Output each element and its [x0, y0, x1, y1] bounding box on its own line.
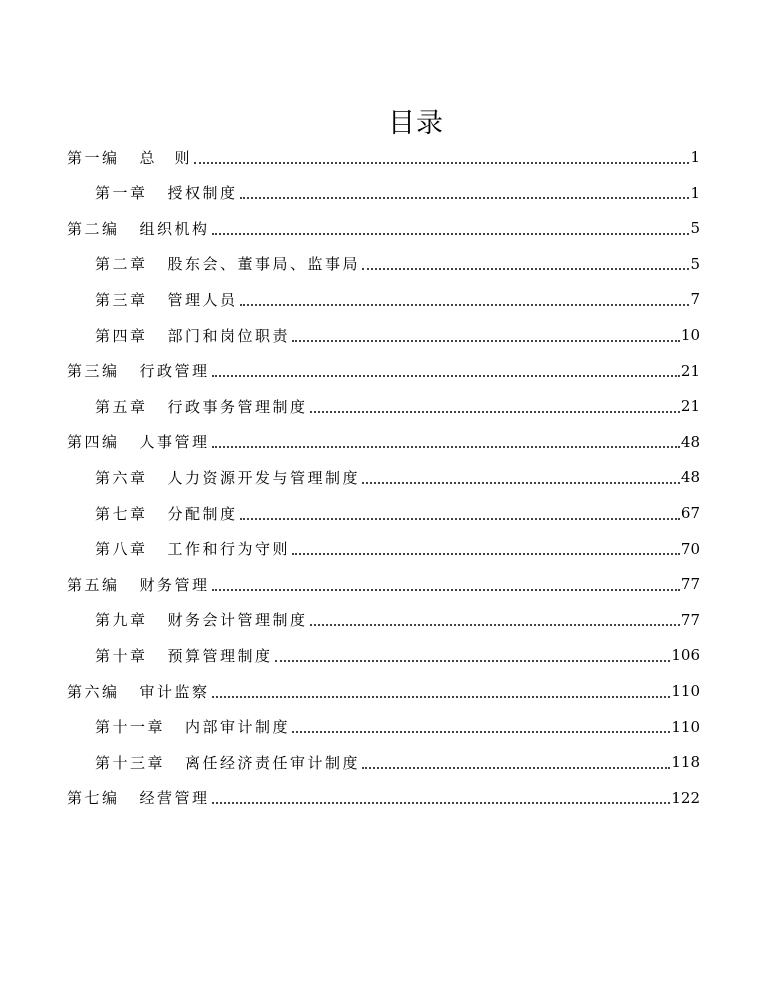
toc-chapter-entry[interactable]	[95, 638, 700, 672]
toc-entry-number: 第一编	[67, 148, 120, 167]
dot-leader	[240, 196, 690, 199]
toc-entry-title: 行政事务管理制度	[167, 397, 308, 416]
toc-chapter-entry[interactable]	[95, 389, 700, 423]
dot-leader	[310, 623, 680, 626]
toc-entry-title: 管理人员	[167, 290, 238, 309]
toc-part-entry[interactable]	[67, 674, 700, 708]
dot-leader	[240, 303, 690, 306]
dot-leader	[212, 445, 680, 448]
toc-entry-label	[95, 253, 360, 274]
toc-part-entry[interactable]	[67, 140, 700, 174]
toc-entry-page-number: 21	[680, 361, 700, 380]
toc-entry-page-number: 110	[671, 717, 700, 736]
dot-leader	[212, 588, 680, 591]
toc-entry-label	[95, 325, 290, 346]
toc-chapter-entry[interactable]	[95, 710, 700, 744]
toc-entry-page-number: 1	[690, 148, 700, 166]
dot-leader	[275, 659, 671, 662]
toc-part-entry[interactable]	[67, 425, 700, 459]
toc-entry-number: 第七编	[67, 789, 120, 808]
toc-entry-label	[95, 503, 238, 524]
toc-title: 目录	[388, 108, 444, 139]
toc-chapter-entry[interactable]	[95, 460, 700, 494]
toc-entry-number: 第二编	[67, 219, 120, 238]
toc-entry-page-number: 48	[680, 432, 700, 451]
toc-entry-page-number: 10	[680, 326, 700, 344]
toc-part-entry[interactable]	[67, 354, 700, 388]
toc-entry-title: 离任经济责任审计制度	[185, 753, 361, 772]
toc-entry-title: 内部审计制度	[185, 718, 291, 737]
toc-entry-label	[95, 716, 290, 737]
toc-entry-page-number: 5	[690, 254, 700, 273]
toc-entry-label	[67, 787, 210, 808]
toc-entry-page-number: 106	[671, 646, 700, 665]
toc-entry-number: 第十章	[95, 646, 148, 665]
toc-part-entry[interactable]	[67, 567, 700, 601]
toc-chapter-entry[interactable]	[95, 496, 700, 530]
dot-leader	[212, 374, 680, 377]
toc-entry-label	[67, 147, 192, 168]
toc-entry-page-number: 5	[690, 219, 700, 238]
dot-leader	[212, 695, 671, 698]
toc-entry-page-number: 21	[680, 397, 700, 416]
toc-entry-number: 第四章	[95, 326, 148, 345]
toc-entry-title: 财务管理	[139, 575, 210, 594]
toc-chapter-entry[interactable]	[95, 532, 700, 566]
toc-entry-page-number: 77	[680, 575, 700, 594]
toc-entry-title: 组织机构	[139, 219, 210, 238]
dot-leader	[194, 161, 689, 164]
toc-entry-label	[95, 396, 308, 417]
toc-entry-label	[67, 574, 210, 595]
toc-part-entry[interactable]	[67, 781, 700, 815]
dot-leader	[212, 232, 690, 235]
toc-entry-number: 第二章	[95, 255, 148, 274]
toc-entry-page-number: 7	[690, 290, 700, 309]
toc-entry-title: 审计监察	[139, 682, 210, 701]
toc-entry-label	[95, 609, 308, 630]
toc-entry-number: 第十三章	[95, 753, 166, 772]
toc-chapter-entry[interactable]	[95, 176, 700, 210]
toc-entry-label	[95, 752, 360, 773]
toc-entry-page-number: 1	[690, 183, 700, 202]
toc-entry-number: 第九章	[95, 611, 148, 630]
toc-part-entry[interactable]	[67, 211, 700, 245]
toc-entry-title: 人事管理	[139, 433, 210, 452]
dot-leader	[292, 730, 670, 733]
dot-leader	[292, 552, 680, 555]
toc-entry-page-number: 77	[680, 610, 700, 629]
toc-entry-number: 第五章	[95, 397, 148, 416]
toc-entry-title: 部门和岗位职责	[167, 326, 291, 345]
toc-entry-label	[95, 467, 360, 488]
toc-entry-number: 第十一章	[95, 718, 166, 737]
toc-entry-number: 第六章	[95, 468, 148, 487]
dot-leader	[240, 517, 680, 520]
dot-leader	[362, 766, 670, 769]
toc-entry-label	[95, 645, 273, 666]
dot-leader	[212, 801, 671, 804]
toc-entry-title: 人力资源开发与管理制度	[167, 468, 361, 487]
toc-entry-title: 财务会计管理制度	[167, 611, 308, 630]
toc-entry-number: 第八章	[95, 540, 148, 559]
toc-entry-label	[67, 218, 210, 239]
dot-leader	[292, 339, 680, 342]
toc-entry-title: 行政管理	[139, 362, 210, 381]
toc-chapter-entry[interactable]	[95, 745, 700, 779]
toc-entry-number: 第一章	[95, 184, 148, 203]
toc-entry-label	[95, 289, 238, 310]
dot-leader	[310, 410, 680, 413]
toc-entry-label	[67, 360, 210, 381]
toc-entry-title: 工作和行为守则	[167, 540, 291, 559]
toc-entry-title: 分配制度	[167, 504, 238, 523]
toc-entry-number: 第三章	[95, 290, 148, 309]
dot-leader	[362, 481, 680, 484]
toc-entry-number: 第七章	[95, 504, 148, 523]
toc-entry-page-number: 118	[671, 753, 700, 772]
toc-entry-title: 经营管理	[139, 789, 210, 808]
toc-entry-page-number: 48	[680, 468, 700, 487]
toc-entry-title: 预算管理制度	[167, 646, 273, 665]
toc-entry-title: 授权制度	[167, 184, 238, 203]
toc-entry-number: 第三编	[67, 362, 120, 381]
toc-entry-label	[67, 681, 210, 702]
dot-leader	[362, 267, 689, 270]
toc-entry-page-number: 70	[680, 539, 700, 558]
toc-entry-page-number: 122	[671, 788, 700, 807]
toc-entry-number: 第六编	[67, 682, 120, 701]
toc-entry-page-number: 67	[680, 504, 700, 522]
toc-entry-number: 第四编	[67, 433, 120, 452]
toc-entry-label	[95, 538, 290, 559]
toc-chapter-entry[interactable]	[95, 247, 700, 281]
toc-entry-page-number: 110	[671, 682, 700, 700]
toc-entry-label	[67, 431, 210, 452]
toc-entry-title: 股东会、董事局、监事局	[167, 255, 361, 274]
toc-chapter-entry[interactable]	[95, 318, 700, 352]
toc-entry-label	[95, 182, 238, 203]
toc-entry-number: 第五编	[67, 575, 120, 594]
toc-entry-title: 总 则	[139, 148, 193, 167]
toc-chapter-entry[interactable]	[95, 603, 700, 637]
toc-chapter-entry[interactable]	[95, 282, 700, 316]
